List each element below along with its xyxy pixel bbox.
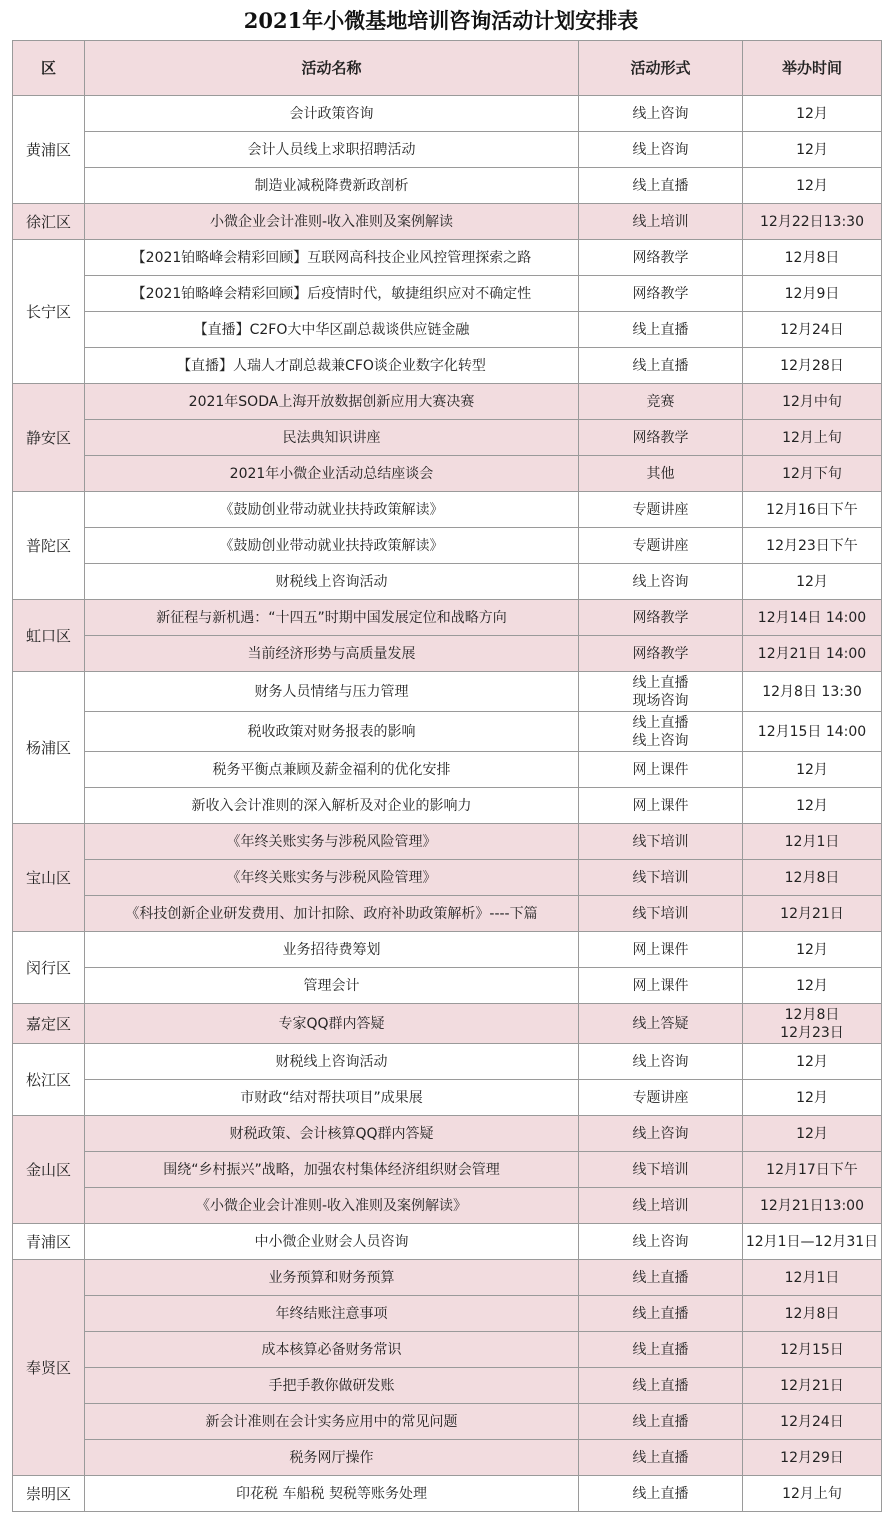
table-row: [13, 1476, 882, 1512]
table-row: [13, 896, 882, 932]
activity-time-cell: 12月24日: [743, 312, 882, 348]
schedule-table: [12, 40, 882, 1512]
district-cell: 黄浦区: [13, 96, 85, 204]
header-district: 区: [13, 41, 85, 96]
table-row: [13, 1004, 882, 1044]
activity-time-cell: 12月: [743, 564, 882, 600]
table-row: [13, 752, 882, 788]
activity-time-cell: 12月15日 14:00: [743, 712, 882, 752]
activity-form-cell: 线上咨询: [579, 1116, 743, 1152]
activity-form-cell: 线上直播: [579, 1260, 743, 1296]
activity-name-cell: 《科技创新企业研发费用、加计扣除、政府补助政策解析》----下篇: [85, 896, 579, 932]
activity-name-cell: 新征程与新机遇：“十四五”时期中国发展定位和战略方向: [85, 600, 579, 636]
table-row: [13, 672, 882, 712]
activity-time-cell: 12月: [743, 96, 882, 132]
activity-form-cell: 网络教学: [579, 240, 743, 276]
table-row: [13, 240, 882, 276]
table-row: [13, 348, 882, 384]
activity-name-cell: 《鼓励创业带动就业扶持政策解读》: [85, 492, 579, 528]
district-cell: 徐汇区: [13, 204, 85, 240]
activity-time-cell: [743, 1004, 882, 1044]
header-row: [13, 41, 882, 96]
activity-time-cell: 12月21日: [743, 896, 882, 932]
header-activity-name: 活动名称: [85, 41, 579, 96]
activity-form-cell: 网络教学: [579, 420, 743, 456]
activity-time-cell: 12月上旬: [743, 420, 882, 456]
activity-form-cell: 线上直播: [579, 1404, 743, 1440]
district-cell: 长宁区: [13, 240, 85, 384]
activity-form-cell: 线上直播: [579, 348, 743, 384]
table-row: [13, 1332, 882, 1368]
activity-form-cell: 线上咨询: [579, 564, 743, 600]
activity-name-cell: 印花税 车船税 契税等账务处理: [85, 1476, 579, 1512]
activity-form-cell: 网上课件: [579, 932, 743, 968]
activity-form-cell-line: 线上咨询: [632, 732, 689, 749]
activity-time-cell: 12月: [743, 752, 882, 788]
activity-time-cell: 12月: [743, 1044, 882, 1080]
activity-time-cell: 12月: [743, 788, 882, 824]
activity-time-cell-line: 12月8日: [784, 1006, 840, 1023]
activity-time-cell: 12月15日: [743, 1332, 882, 1368]
activity-form-cell: 线上直播: [579, 312, 743, 348]
activity-time-cell: 12月: [743, 1116, 882, 1152]
activity-form-cell: 线上咨询: [579, 1044, 743, 1080]
activity-time-cell: 12月下旬: [743, 456, 882, 492]
table-row: [13, 132, 882, 168]
activity-name-cell: 会计政策咨询: [85, 96, 579, 132]
activity-form-cell: 线下培训: [579, 824, 743, 860]
district-cell: 杨浦区: [13, 672, 85, 824]
table-row: [13, 1152, 882, 1188]
activity-name-cell: 新会计准则在会计实务应用中的常见问题: [85, 1404, 579, 1440]
activity-form-cell: 线上培训: [579, 204, 743, 240]
activity-time-cell: 12月21日13:00: [743, 1188, 882, 1224]
activity-name-cell: 税收政策对财务报表的影响: [85, 712, 579, 752]
activity-form-cell: [579, 672, 743, 712]
activity-name-cell: 管理会计: [85, 968, 579, 1004]
activity-form-cell: 线上直播: [579, 1440, 743, 1476]
activity-form-cell-line: 线上直播: [632, 714, 689, 731]
activity-name-cell: 2021年SODA上海开放数据创新应用大赛决赛: [85, 384, 579, 420]
district-cell: 虹口区: [13, 600, 85, 672]
activity-name-cell: 围绕“乡村振兴”战略，加强农村集体经济组织财会管理: [85, 1152, 579, 1188]
table-row: [13, 564, 882, 600]
table-row: [13, 860, 882, 896]
table-row: [13, 1224, 882, 1260]
activity-time-cell: 12月16日下午: [743, 492, 882, 528]
table-row: [13, 528, 882, 564]
activity-form-cell: 线上咨询: [579, 96, 743, 132]
activity-time-cell: 12月: [743, 932, 882, 968]
activity-form-cell: 网络教学: [579, 276, 743, 312]
table-row: [13, 712, 882, 752]
activity-form-cell: 线上直播: [579, 1332, 743, 1368]
activity-time-cell: 12月8日: [743, 860, 882, 896]
table-row: [13, 636, 882, 672]
activity-time-cell: 12月8日 13:30: [743, 672, 882, 712]
district-cell: 金山区: [13, 1116, 85, 1224]
activity-form-cell: 线下培训: [579, 860, 743, 896]
table-row: [13, 1044, 882, 1080]
activity-time-cell: 12月: [743, 132, 882, 168]
activity-name-cell: 民法典知识讲座: [85, 420, 579, 456]
district-cell: 青浦区: [13, 1224, 85, 1260]
activity-time-cell: 12月1日—12月31日: [743, 1224, 882, 1260]
table-row: [13, 1188, 882, 1224]
activity-name-cell: 新收入会计准则的深入解析及对企业的影响力: [85, 788, 579, 824]
table-row: [13, 276, 882, 312]
activity-form-cell: 线上咨询: [579, 132, 743, 168]
activity-time-cell: 12月23日下午: [743, 528, 882, 564]
table-row: [13, 932, 882, 968]
activity-form-cell: 网上课件: [579, 788, 743, 824]
activity-name-cell: 税务网厅操作: [85, 1440, 579, 1476]
activity-name-cell: 中小微企业财会人员咨询: [85, 1224, 579, 1260]
activity-time-cell: 12月: [743, 968, 882, 1004]
table-row: [13, 1296, 882, 1332]
table-row: [13, 312, 882, 348]
district-cell: 宝山区: [13, 824, 85, 932]
activity-name-cell: 《年终关账实务与涉税风险管理》: [85, 860, 579, 896]
activity-form-cell: 专题讲座: [579, 492, 743, 528]
activity-form-cell: 其他: [579, 456, 743, 492]
district-cell: 静安区: [13, 384, 85, 492]
activity-form-cell: 网络教学: [579, 636, 743, 672]
activity-time-cell: 12月22日13:30: [743, 204, 882, 240]
activity-name-cell: 市财政“结对帮扶项目”成果展: [85, 1080, 579, 1116]
table-row: [13, 1440, 882, 1476]
table-row: [13, 492, 882, 528]
table-row: [13, 1404, 882, 1440]
activity-name-cell: 【直播】C2FO大中华区副总裁谈供应链金融: [85, 312, 579, 348]
activity-name-cell: 当前经济形势与高质量发展: [85, 636, 579, 672]
table-row: [13, 1116, 882, 1152]
table-row: [13, 788, 882, 824]
activity-form-cell: [579, 712, 743, 752]
activity-time-cell: 12月9日: [743, 276, 882, 312]
header-activity-form: 活动形式: [579, 41, 743, 96]
activity-name-cell: 【2021铂略峰会精彩回顾】后疫情时代，敏捷组织应对不确定性: [85, 276, 579, 312]
activity-time-cell: 12月14日 14:00: [743, 600, 882, 636]
activity-name-cell: 业务招待费筹划: [85, 932, 579, 968]
activity-form-cell: 网络教学: [579, 600, 743, 636]
activity-form-cell: 线上直播: [579, 1296, 743, 1332]
activity-time-cell: 12月24日: [743, 1404, 882, 1440]
activity-time-cell: 12月21日 14:00: [743, 636, 882, 672]
activity-name-cell: 制造业减税降费新政剖析: [85, 168, 579, 204]
activity-name-cell: 财税政策、会计核算QQ群内答疑: [85, 1116, 579, 1152]
activity-name-cell: 《小微企业会计准则-收入准则及案例解读》: [85, 1188, 579, 1224]
district-cell: 松江区: [13, 1044, 85, 1116]
schedule-body: [13, 96, 882, 1512]
activity-form-cell: 专题讲座: [579, 1080, 743, 1116]
activity-time-cell: 12月上旬: [743, 1476, 882, 1512]
district-cell: 闵行区: [13, 932, 85, 1004]
activity-name-cell: 【2021铂略峰会精彩回顾】互联网高科技企业风控管理探索之路: [85, 240, 579, 276]
activity-name-cell: 小微企业会计准则-收入准则及案例解读: [85, 204, 579, 240]
activity-name-cell: 财税线上咨询活动: [85, 1044, 579, 1080]
activity-time-cell: 12月29日: [743, 1440, 882, 1476]
activity-name-cell: 税务平衡点兼顾及薪金福利的优化安排: [85, 752, 579, 788]
table-row: [13, 968, 882, 1004]
activity-name-cell: 年终结账注意事项: [85, 1296, 579, 1332]
table-row: [13, 1260, 882, 1296]
activity-name-cell: 手把手教你做研发账: [85, 1368, 579, 1404]
activity-form-cell: 线上直播: [579, 1476, 743, 1512]
activity-time-cell: 12月8日: [743, 1296, 882, 1332]
activity-name-cell: 财务人员情绪与压力管理: [85, 672, 579, 712]
district-cell: 嘉定区: [13, 1004, 85, 1044]
activity-time-cell: 12月中旬: [743, 384, 882, 420]
activity-name-cell: 会计人员线上求职招聘活动: [85, 132, 579, 168]
activity-name-cell: 《鼓励创业带动就业扶持政策解读》: [85, 528, 579, 564]
table-row: [13, 456, 882, 492]
page-title: 2021年小微基地培训咨询活动计划安排表: [243, 8, 639, 33]
activity-form-cell: 专题讲座: [579, 528, 743, 564]
activity-time-cell: 12月17日下午: [743, 1152, 882, 1188]
activity-name-cell: 业务预算和财务预算: [85, 1260, 579, 1296]
district-cell: 崇明区: [13, 1476, 85, 1512]
table-row: [13, 600, 882, 636]
activity-form-cell: 线上答疑: [579, 1004, 743, 1044]
activity-time-cell: 12月1日: [743, 824, 882, 860]
activity-form-cell: 线上直播: [579, 1368, 743, 1404]
activity-time-cell-line: 12月23日: [780, 1024, 844, 1041]
activity-name-cell: 专家QQ群内答疑: [85, 1004, 579, 1044]
activity-form-cell-line: 现场咨询: [632, 692, 689, 709]
activity-name-cell: 成本核算必备财务常识: [85, 1332, 579, 1368]
table-row: [13, 204, 882, 240]
table-row: [13, 824, 882, 860]
table-row: [13, 168, 882, 204]
activity-name-cell: 【直播】人瑞人才副总裁兼CFO谈企业数字化转型: [85, 348, 579, 384]
activity-form-cell: 竞赛: [579, 384, 743, 420]
activity-time-cell: 12月21日: [743, 1368, 882, 1404]
activity-form-cell: 网上课件: [579, 752, 743, 788]
table-row: [13, 1368, 882, 1404]
activity-form-cell: 线上咨询: [579, 1224, 743, 1260]
activity-name-cell: 2021年小微企业活动总结座谈会: [85, 456, 579, 492]
activity-time-cell: 12月1日: [743, 1260, 882, 1296]
header-time: 举办时间: [743, 41, 882, 96]
activity-time-cell: 12月8日: [743, 240, 882, 276]
activity-form-cell: 线上直播: [579, 168, 743, 204]
activity-time-cell: 12月28日: [743, 348, 882, 384]
activity-form-cell: 网上课件: [579, 968, 743, 1004]
table-row: [13, 1080, 882, 1116]
table-row: [13, 420, 882, 456]
table-row: [13, 384, 882, 420]
activity-time-cell: 12月: [743, 168, 882, 204]
district-cell: 奉贤区: [13, 1260, 85, 1476]
activity-form-cell: 线上培训: [579, 1188, 743, 1224]
activity-name-cell: 财税线上咨询活动: [85, 564, 579, 600]
activity-form-cell: 线下培训: [579, 1152, 743, 1188]
activity-time-cell: 12月: [743, 1080, 882, 1116]
activity-form-cell-line: 线上直播: [632, 674, 689, 691]
activity-form-cell: 线下培训: [579, 896, 743, 932]
district-cell: 普陀区: [13, 492, 85, 600]
activity-name-cell: 《年终关账实务与涉税风险管理》: [85, 824, 579, 860]
table-row: [13, 96, 882, 132]
